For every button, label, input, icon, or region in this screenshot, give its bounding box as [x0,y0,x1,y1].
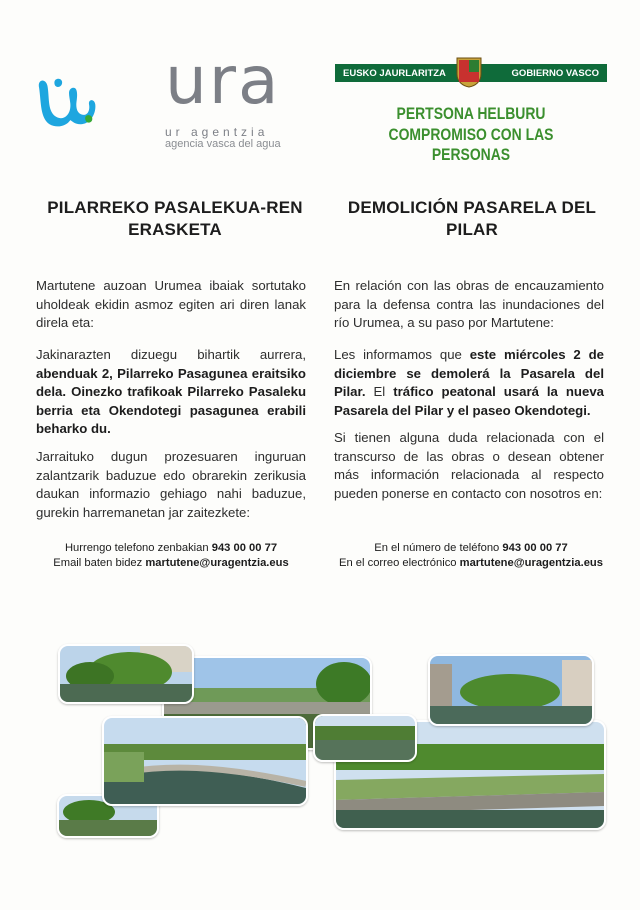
ura-wordmark: ura [165,42,281,119]
photo-river-curve [102,716,308,806]
contact-basque [36,541,306,571]
paragraph-contact-basque: Jarraituko dugun prozesuaren inguruan zalantzarik baduzue edo obrarekin zerikusia daukan informazio gehiago nahi baduzue, gurekin harremanetan jar zaitezkete: [36,449,306,520]
ura-subtitle-basque: ur agentzia [165,125,269,139]
slogan-basque: PERTSONA HELBURU [396,104,546,123]
title-spanish: DEMOLICIÓN PASARELA DEL PILAR [347,198,597,239]
photo-river-buildings [428,654,594,726]
ura-logo-mark [36,50,166,160]
ura-subtitle-spanish: agencia vasca del agua [165,138,281,150]
paragraph-notice-basque: Jakinarazten dizuegu bihartik aurrera, abenduak 2, Pilarreko Pasagunea eraitsiko dela. Oinezko trafikoak Pilarreko Pasaleku berria eta Okendotegi pasagunea erabili beharko du. [36,347,306,437]
photo-small-river [313,714,417,762]
paragraph-contact-spanish: Si tienen alguna duda relacionada con el transcurso de las obras o desean obtener más información relacionada al respecto pueden ponerse en contacto con nosotros en: [334,430,604,501]
email-link[interactable]: martutene@uragentzia.eus [145,557,289,569]
coat-of-arms-icon [455,56,483,88]
email-line-basque: Email baten bidez martutene@uragentzia.eus [53,557,289,569]
paragraph-notice-spanish: Les informamos que este miércoles 2 de diciembre se demolerá la Pasarela del Pilar. El tráfico peatonal usará la nueva Pasarela del Pilar y el paseo Okendotegi. [334,347,604,418]
slogan-spanish: COMPROMISO CON LAS PERSONAS [388,125,554,164]
gov-name-basque: EUSKO JAURLARITZA [343,67,446,79]
title-basque: PILARREKO PASALEKUA-REN ERASKETA [47,198,303,239]
phone-line-spanish: En el número de teléfono 943 00 00 77 [374,542,568,554]
email-link[interactable]: martutene@uragentzia.eus [459,557,603,569]
phone-line-basque: Hurrengo telefono zenbakian 943 00 00 77 [64,542,278,554]
email-line-spanish: En el correo electrónico martutene@uragentzia.eus [339,557,603,569]
contact-spanish [336,541,606,571]
paragraph-intro-basque: Martutene auzoan Urumea ibaiak sortutako uholdeak ekidin asmoz egiten ari diren lanak direla eta: [36,278,306,331]
paragraph-intro-spanish: En relación con las obras de encauzamiento para la defensa contra las inundaciones del río Urumea, a su paso por Martutene: [334,278,604,331]
phone-number: 943 00 00 77 [211,542,278,554]
phone-number: 943 00 00 77 [502,542,568,554]
gov-name-spanish: GOBIERNO VASCO [511,67,599,79]
photo-river-trees [58,644,194,704]
